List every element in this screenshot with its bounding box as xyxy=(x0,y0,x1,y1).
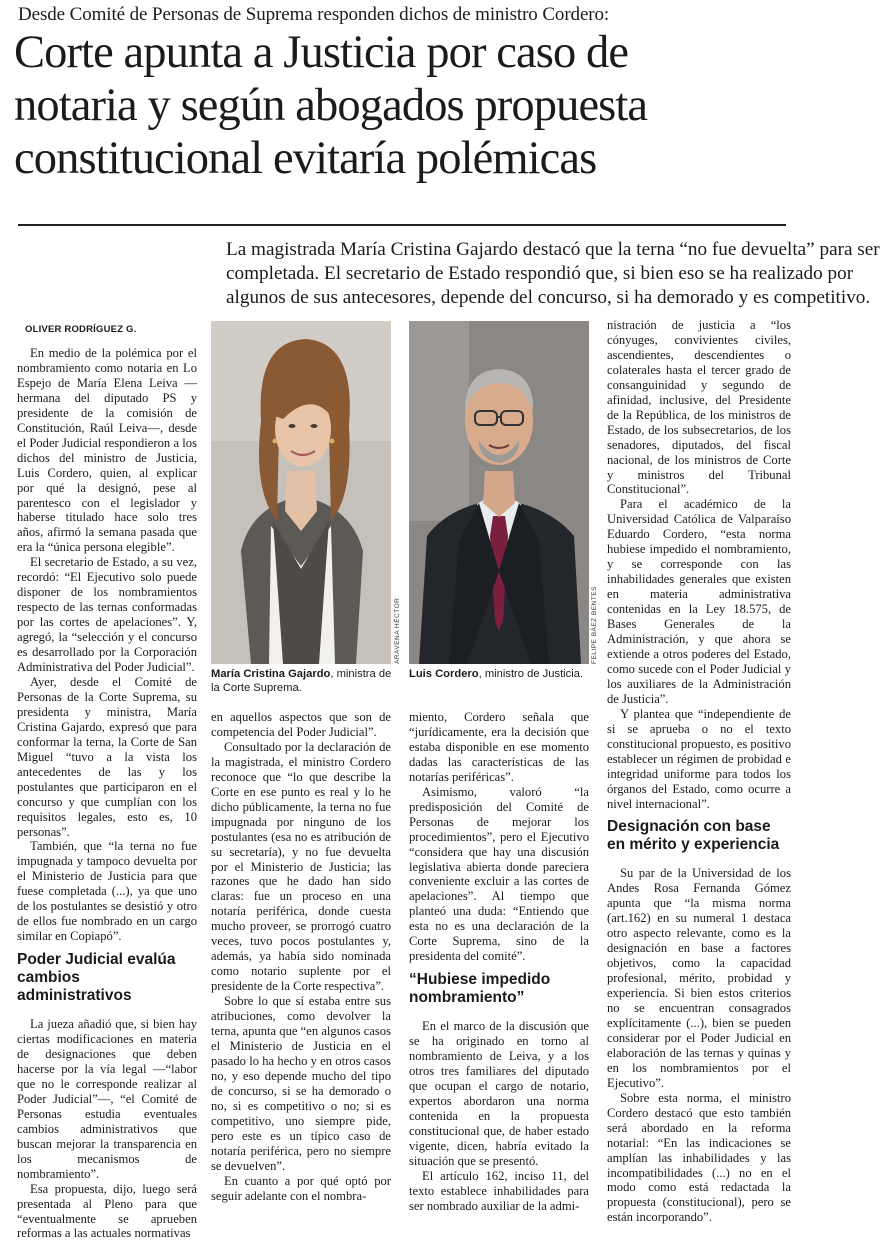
portrait-man-illustration xyxy=(409,321,589,664)
lead-line-2: completada. El secretario de Estado respondió que, si bien eso se ha realizado por xyxy=(226,263,854,284)
portrait-woman-illustration xyxy=(211,321,391,664)
caption-name: Luis Cordero xyxy=(409,668,479,680)
paragraph: Asimismo, valoró “la predisposición del Comité de Personas de mejorar los procedimientos”, pero el Ejecutivo “considera que hay una discusión legislativa abierta donde pareciera conveniente excluir a las cortes de apelaciones”. Al tiempo que planteó una duda: “Entiendo que esta no es una declaración de la Corte Suprema, sino de la presidenta del comité”. xyxy=(409,784,589,964)
paragraph: En cuanto a por qué optó por seguir adelante con el nombra- xyxy=(211,1173,391,1203)
caption-text: , ministra de la Corte Suprema. xyxy=(211,668,392,694)
headline xyxy=(14,26,794,185)
photo-credit-cordero: FELIPE BÁEZ BENTES xyxy=(591,586,598,664)
paragraph: Y plantea que “independiente de si se aprueba o no el texto constitucional propuesto, es positivo establecer un régimen de probidad e integridad uniforme para todos los órganos del Estado, como ocurre a nivel internacional”. xyxy=(607,706,791,811)
caption-cordero xyxy=(409,667,591,681)
byline: OLIVER RODRÍGUEZ G. xyxy=(25,324,137,335)
subheading: Poder Judicial evalúa cambios administrativos xyxy=(17,951,176,1005)
paragraph: en aquellos aspectos que son de competencia del Poder Judicial”. xyxy=(211,710,391,739)
paragraph: El secretario de Estado, a su vez, recordó: “El Ejecutivo solo puede disponer de los nombramientos respecto de las ternas conformadas por las cortes de apelaciones”. Y, agregó, la “selección y el concurso es desarrollado por la Corporación Administrativa del Poder Judicial”. xyxy=(17,555,197,675)
photo-credit-gajardo: ARAVENA HÉCTOR xyxy=(394,597,401,664)
photo-cordero xyxy=(409,321,589,664)
article-column-2 xyxy=(211,710,391,1203)
paragraph: Esa propuesta, dijo, luego será presentada al Pleno para que “eventualmente se aprueben reformas a las actuales normativas xyxy=(17,1181,197,1241)
caption-name: María Cristina Gajardo xyxy=(211,668,331,680)
paragraph: Sobre esta norma, el ministro Cordero destacó que esto también será abordado en la reforma notarial: “En las indicaciones se amplían las inhabilidades y las incompatibilidades (...) no en el modo como está redactada la propuesta (constitucional), pero se están incorporando”. xyxy=(607,1090,791,1225)
paragraph: En el marco de la discusión que se ha originado en torno al nombramiento de Leiva, y a los otros tres familiares del diputado que ocupan el cargo de notario, expertos abordaron una norma contenida en la propuesta constitucional que, de haber estado vigente, dicen, habría evitado la situación que se presentó. xyxy=(409,1019,589,1168)
lead-line-1: La magistrada María Cristina Gajardo destacó que la terna “no fue devuelta” para ser xyxy=(226,239,880,260)
lead-line-3: algunos de sus antecesores, depende del concurso, si ha demorado y es competitivo. xyxy=(226,287,871,308)
photo-gajardo xyxy=(211,321,391,664)
paragraph: Su par de la Universidad de los Andes Rosa Fernanda Gómez apunta que “la misma norma (art.162) en su numeral 1 destaca otro aspecto relevante, como es la designación en base a factores objetivos, como la capacidad profesional, mérito, probidad y experiencia. Si bien estos criterios no se encuentran consagrados explícitamente (...), bien se pueden considerar por el Poder Judicial en elaboración de las ternas y quinas y en los nombramientos por el Ejecutivo”. xyxy=(607,866,791,1090)
headline-line-3: constitucional evitaría polémicas xyxy=(14,133,597,184)
paragraph: En medio de la polémica por el nombramiento como notaria en Lo Espejo de María Elena Leiva —hermana del diputado PS y presidente de la comisión de Constitución, Raúl Leiva—, desde el Poder Judicial respondieron a los dichos del ministro de Justicia, Luis Cordero, quien, al explicar por qué la designó, pese al parentesco con el legislador y haberse titulado hace solo tres años, afirmó la semana pasada que era la “única persona elegible”. xyxy=(17,346,197,555)
article-column-3 xyxy=(409,710,589,1214)
paragraph: Sobre lo que sí estaba entre sus atribuciones, como devolver la terna, apunta que “en algunos casos el Ministerio de Justicia en el pasado lo ha hecho y en otros casos no, y eso depende mucho del tipo de concurso, si se ha demorado o no, si es competitivo o no; si es competitivo, uno siempre pide, pero este es un típico caso de notaría periférica, pero no siempre se devuelven”. xyxy=(211,994,391,1173)
paragraph: El artículo 162, inciso 11, del texto establece inhabilidades para ser nombrado auxiliar de la admi- xyxy=(409,1168,589,1213)
headline-line-2: notaria y según abogados propuesta xyxy=(14,80,648,131)
kicker: Desde Comité de Personas de Suprema responden dichos de ministro Cordero: xyxy=(18,4,610,25)
caption-gajardo xyxy=(211,667,393,695)
subheading: “Hubiese impedido nombramiento” xyxy=(409,971,551,1007)
paragraph: miento, Cordero señala que “jurídicamente, era la decisión que estaba disponible en ese momento dadas las características de las notarías periféricas”. xyxy=(409,710,589,784)
paragraph: También, que “la terna no fue impugnada y tampoco devuelta por el Ministerio de Justicia para que fuese completada (...), ya que uno de los postulantes se desistió y otro de ellos fue nombrado en un cargo similar en Copiapó”. xyxy=(17,839,197,944)
paragraph: Ayer, desde el Comité de Personas de la Corte Suprema, su presidenta y ministra, María Cristina Gajardo, expresó que para conformar la terna, la Corte de San Miguel “tuvo a la vista los antecedentes de las y los postulantes que participaron en el concurso y que cumplían con los requisitos legales, esto es, 10 personas”. xyxy=(17,674,197,839)
lead-paragraph xyxy=(226,238,880,310)
paragraph: La jueza añadió que, si bien hay ciertas modificaciones en materia de designaciones que deben hacerse por la vía legal —“labor que no le corresponde realizar al Poder Judicial”—, “el Comité de Personas estudia eventuales cambios administrativos que buscan mejorar la transparencia en los mecanismos de nombramiento”. xyxy=(17,1017,197,1181)
caption-text: , ministro de Justicia. xyxy=(478,668,584,680)
paragraph: Para el académico de la Universidad Católica de Valparaíso Eduardo Cordero, “esta norma hubiese impedido el nombramiento, y se corresponde con las inhabilidades generales que existen en materia administrativa contenidas en la Ley 18.575, de Bases Generales de la Administración, y que ahora se extiende a otros poderes del Estado, como sucede con el Poder Judicial y los auxiliares de la Administración de Justicia”. xyxy=(607,497,791,706)
headline-line-1: Corte apunta a Justicia por caso de xyxy=(14,27,629,78)
article-column-4 xyxy=(607,318,791,1225)
paragraph: Consultado por la declaración de la magistrada, el ministro Cordero reconoce que “lo que describe la Corte en ese punto es real y lo he dicho públicamente, la terna no fue impugnada por ninguno de los postulantes (esa no es atribución de su secretaría), y no fue devuelta por el Ministerio de Justicia; las razones que he dado han sido claras: fue un proceso en una notaría periférica, donde cuesta mucho proveer, se prorrogó cuatro veces, tuvo pocos postulantes y, además, ya había sido nominada como notario suplente por el presidente de la Corte respectiva”. xyxy=(211,739,391,994)
paragraph: nistración de justicia a “los cónyuges, convivientes civiles, ascendientes, descendientes o colaterales hasta el tercer grado de consanguinidad y segundo de afinidad, inclusive, del Presidente de la República, de los ministros de Estado, de los subsecretarios, de los senadores, diputados, del fiscal nacional, de los ministros de Corte y ministros del Tribunal Constitucional”. xyxy=(607,318,791,497)
subheading: Designación con base en mérito y experiencia xyxy=(607,818,780,854)
article-column-1 xyxy=(17,346,197,1241)
headline-divider xyxy=(18,224,786,226)
